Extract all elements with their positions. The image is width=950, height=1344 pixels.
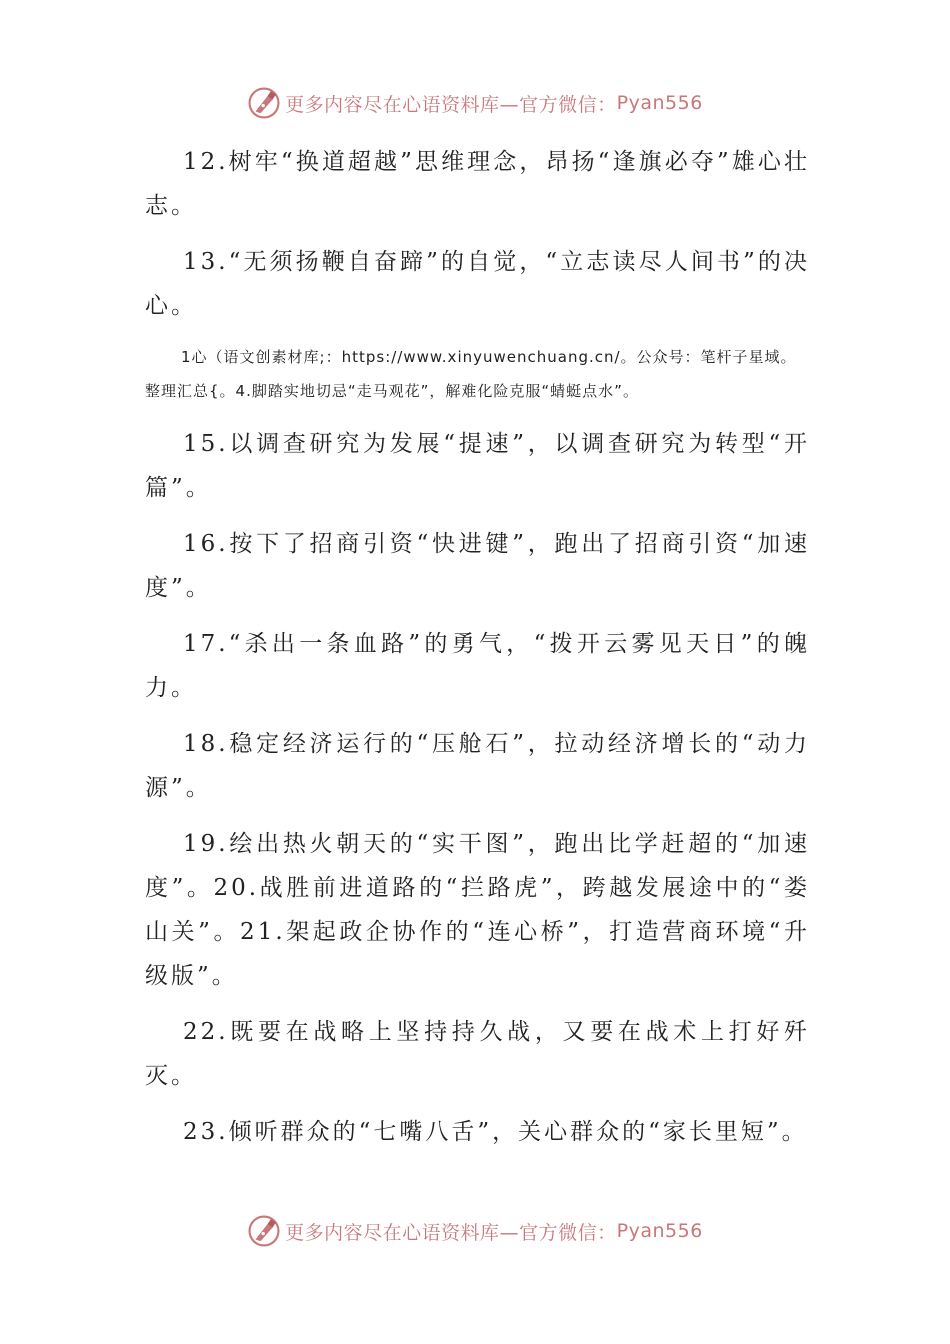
pen-nib-logo-icon: [247, 86, 281, 120]
watermark-text: 更多内容尽在心语资料库—官方微信：: [285, 1221, 617, 1244]
paragraph-13: 13.“无须扬鞭自奋蹄”的自觉，“立志读尽人间书”的决心。: [145, 249, 810, 319]
watermark-id: Pyan556: [616, 92, 703, 114]
paragraph-17: 17.“杀出一条血路”的勇气，“拨开云雾见天日”的魄力。: [145, 631, 810, 701]
paragraph-source-note: 1心（语文创素材库;：https://www.xinyuwenchuang.cn/。公众号：笔杆子星域。整理汇总{。4.脚踏实地切忌“走马观花”，解难化险克服“蜻蜓点水”。: [145, 348, 797, 400]
paragraph-22: 22.既要在战略上坚持持久战，又要在战术上打好歼灭。: [145, 1019, 810, 1089]
paragraph-16: 16.按下了招商引资“快进键”，跑出了招商引资“加速度”。: [145, 531, 810, 601]
paragraph-12: 12.树牢“换道超越”思维理念，昂扬“逢旗必夺”雄心壮志。: [145, 149, 810, 219]
footer-watermark: [0, 1212, 950, 1250]
pen-nib-logo-icon: [247, 1214, 281, 1248]
paragraph-23: 23.倾听群众的“七嘴八舌”，关心群众的“家长里短”。: [183, 1119, 808, 1145]
header-watermark: [0, 84, 950, 122]
paragraph-15: 15.以调查研究为发展“提速”，以调查研究为转型“开篇”。: [145, 431, 810, 501]
paragraph-19-21: 19.绘出热火朝天的“实干图”，跑出比学赶超的“加速度”。20.战胜前进道路的“拦路虎”，跨越发展途中的“娄山关”。21.架起政企协作的“连心桥”，打造营商环境“升级版”。: [145, 831, 810, 989]
document-body: [145, 140, 810, 1166]
paragraph-18: 18.稳定经济运行的“压舱石”，拉动经济增长的“动力源”。: [145, 731, 810, 801]
watermark-text: 更多内容尽在心语资料库—官方微信：: [285, 93, 617, 116]
watermark-id: Pyan556: [616, 1220, 703, 1242]
